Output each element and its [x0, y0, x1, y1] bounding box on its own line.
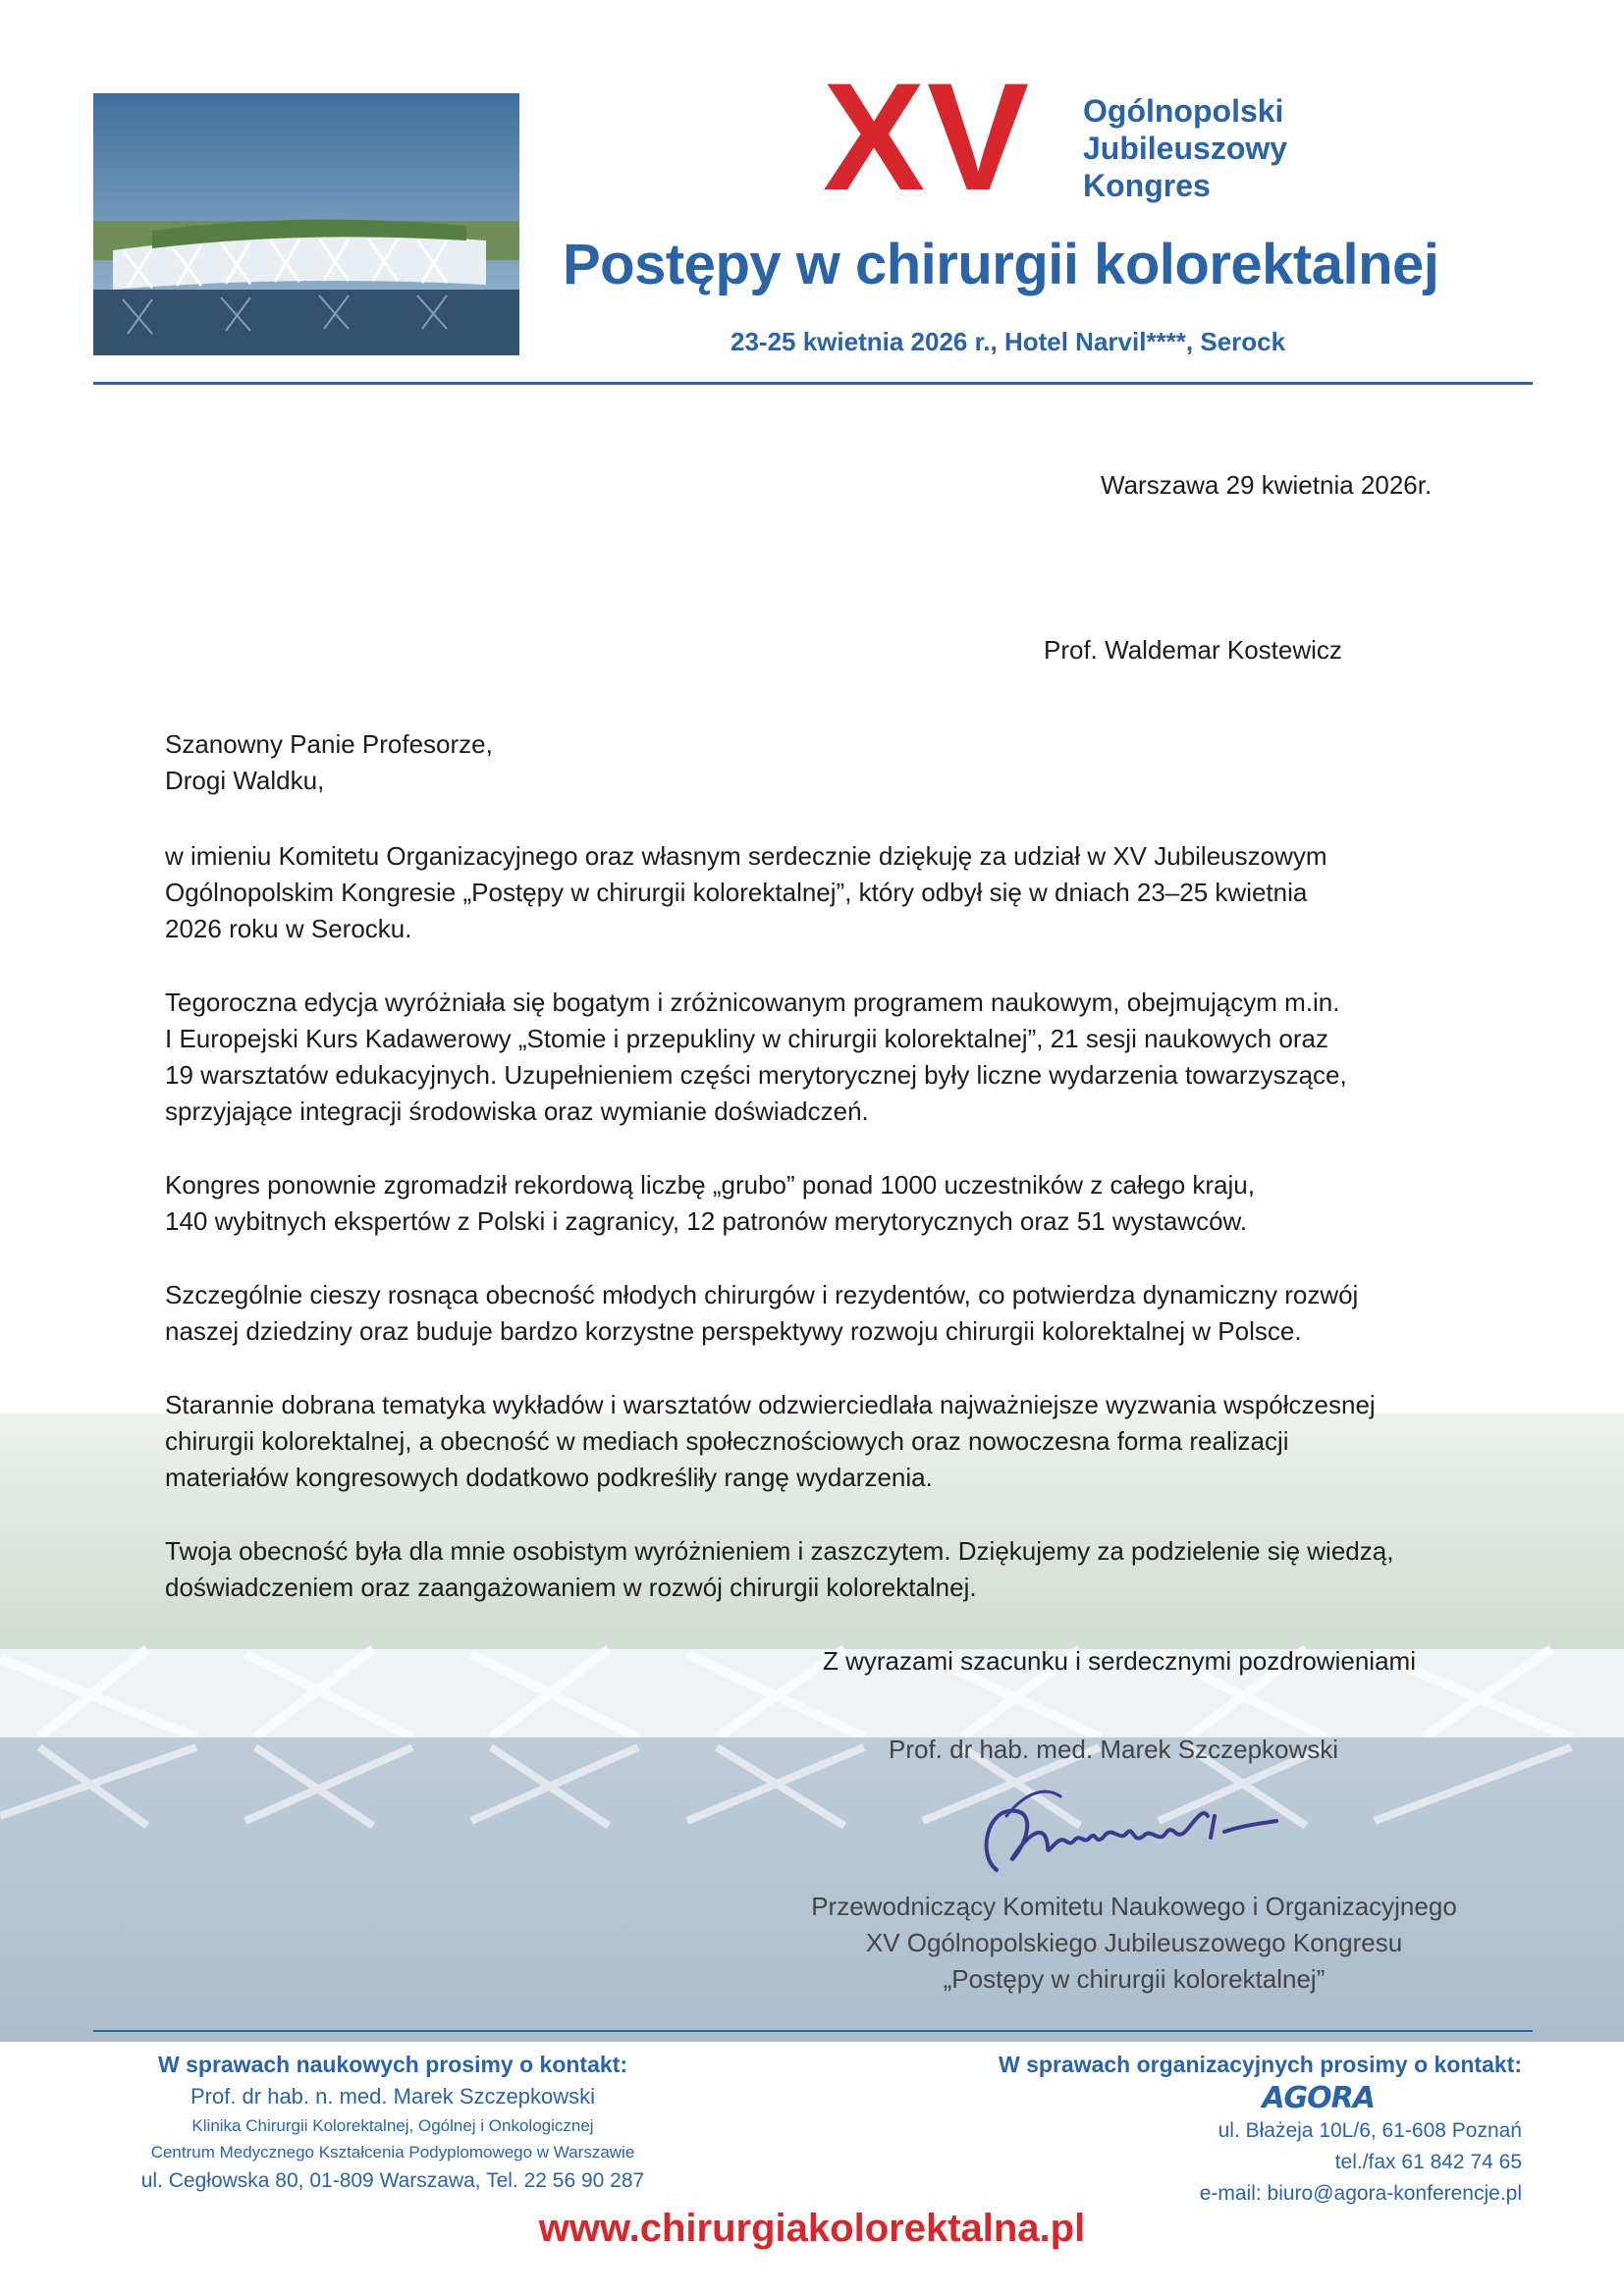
organizational-contact-email[interactable]: e-mail: biuro@agora-konferencje.pl	[1199, 2182, 1522, 2205]
scientific-contact-department: Klinika Chirurgii Kolorektalnej, Ogólnej i Onkologicznej	[191, 2116, 594, 2135]
text-line: chirurgii kolorektalnej, a obecność w mediach społecznościowych oraz nowoczesna forma realizacji	[165, 1426, 1289, 1456]
subtitle-line: Jubileuszowy	[1083, 131, 1288, 166]
scientific-contact-address: ul. Cegłowska 80, 01-809 Warszawa, Tel. 22 56 90 287	[140, 2169, 645, 2192]
paragraph	[165, 1277, 1481, 1350]
text-line: doświadczeniem oraz zaangażowaniem w rozwój chirurgii kolorektalnej.	[165, 1573, 977, 1602]
salutation-line: Szanowny Panie Profesorze,	[165, 729, 493, 759]
letter-body	[165, 838, 1481, 1643]
text-line: I Europejski Kurs Kadawerowy „Stomie i przepukliny w chirurgii kolorektalnej”, 21 sesji naukowych oraz	[165, 1024, 1328, 1053]
place-date: Warszawa 29 kwietnia 2026r.	[1101, 470, 1433, 500]
organizational-contact-phone: tel./fax 61 842 74 65	[1334, 2151, 1522, 2173]
organizational-contact	[972, 2048, 1522, 2210]
paragraph	[165, 1387, 1481, 1496]
congress-date-venue: 23-25 kwietnia 2026 r., Hotel Narvil****, Serock	[731, 327, 1286, 356]
text-line: naszej dziedziny oraz buduje bardzo korzystne perspektywy rozwoju chirurgii kolorektalnej w Polsce.	[165, 1316, 1302, 1346]
paragraph	[165, 985, 1481, 1130]
footer-divider	[93, 2030, 1533, 2032]
organizational-contact-address: ul. Błażeja 10L/6, 61-608 Poznań	[1218, 2119, 1522, 2142]
paragraph	[165, 1167, 1481, 1240]
congress-title: Postępy w chirurgii kolorektalnej	[563, 233, 1439, 296]
text-line: sprzyjające integracji środowiska oraz wymianie doświadczeń.	[165, 1096, 869, 1126]
recipient: Prof. Waldemar Kostewicz	[1044, 635, 1342, 665]
text-line: Twoja obecność była dla mnie osobistym wyróżnieniem i zaszczytem. Dziękujemy za podzielenie się wiedzą,	[165, 1536, 1394, 1566]
text-line: 19 warsztatów edukacyjnych. Uzupełnieniem części merytorycznej były liczne wydarzenia towarzyszące,	[165, 1060, 1347, 1090]
organizational-contact-heading: W sprawach organizacyjnych prosimy o kontakt:	[999, 2052, 1522, 2077]
salutation-line: Drogi Waldku,	[165, 766, 325, 795]
text-line: Kongres ponownie zgromadził rekordową liczbę „grubo” ponad 1000 uczestników z całego kraju,	[165, 1170, 1255, 1200]
scientific-contact-name: Prof. dr hab. n. med. Marek Szczepkowski	[189, 2084, 596, 2109]
text-line: Szczególnie cieszy rosnąca obecność młodych chirurgów i rezydentów, co potwierdza dynamiczny rozwój	[165, 1280, 1359, 1309]
text-line: Starannie dobrana tematyka wykładów i warsztatów odzwierciedlała najważniejsze wyzwania współczesnej	[165, 1390, 1376, 1419]
website-link[interactable]: www.chirurgiakolorektalna.pl	[538, 2207, 1086, 2250]
subtitle-line: Ogólnopolski	[1083, 93, 1284, 129]
text-line: Ogólnopolskim Kongresie „Postępy w chirurgii kolorektalnej”, który odbył się w dniach 23–25 kwietnia	[165, 878, 1308, 907]
scientific-contact	[118, 2048, 668, 2197]
text-line: materiałów kongresowych dodatkowo podkreśliły rangę wydarzenia.	[165, 1463, 933, 1492]
text-line: w imieniu Komitetu Organizacyjnego oraz własnym serdecznie dziękuję za udział w XV Jubileuszowym	[165, 841, 1327, 871]
signer-role	[746, 1889, 1522, 1998]
text-line: 2026 roku w Serocku.	[165, 914, 412, 943]
subtitle-line: Kongres	[1083, 168, 1211, 203]
scientific-contact-heading: W sprawach naukowych prosimy o kontakt:	[158, 2052, 627, 2077]
salutation	[165, 726, 493, 799]
role-line: „Postępy w chirurgii kolorektalnej”	[943, 1964, 1326, 1994]
congress-numeral: XV	[823, 52, 1032, 223]
paragraph	[165, 1533, 1481, 1606]
role-line: Przewodniczący Komitetu Naukowego i Organizacyjnego	[811, 1892, 1457, 1921]
role-line: XV Ogólnopolskiego Jubileuszowego Kongresu	[865, 1928, 1403, 1957]
text-line: Tegoroczna edycja wyróżniała się bogatym i zróżnicowanym programem naukowym, obejmującym m.in.	[165, 988, 1340, 1017]
paragraph	[165, 838, 1481, 947]
closing: Z wyrazami szacunku i serdecznymi pozdrowieniami	[823, 1646, 1416, 1676]
scientific-contact-center: Centrum Medycznego Kształcenia Podyplomowego w Warszawie	[150, 2143, 635, 2162]
text-line: 140 wybitnych ekspertów z Polski i zagranicy, 12 patronów merytorycznych oraz 51 wystawców.	[165, 1206, 1248, 1236]
handwritten-signature	[957, 1777, 1291, 1895]
agora-logo: AGORA	[1262, 2081, 1375, 2115]
signer-name: Prof. dr hab. med. Marek Szczepkowski	[889, 1735, 1339, 1764]
